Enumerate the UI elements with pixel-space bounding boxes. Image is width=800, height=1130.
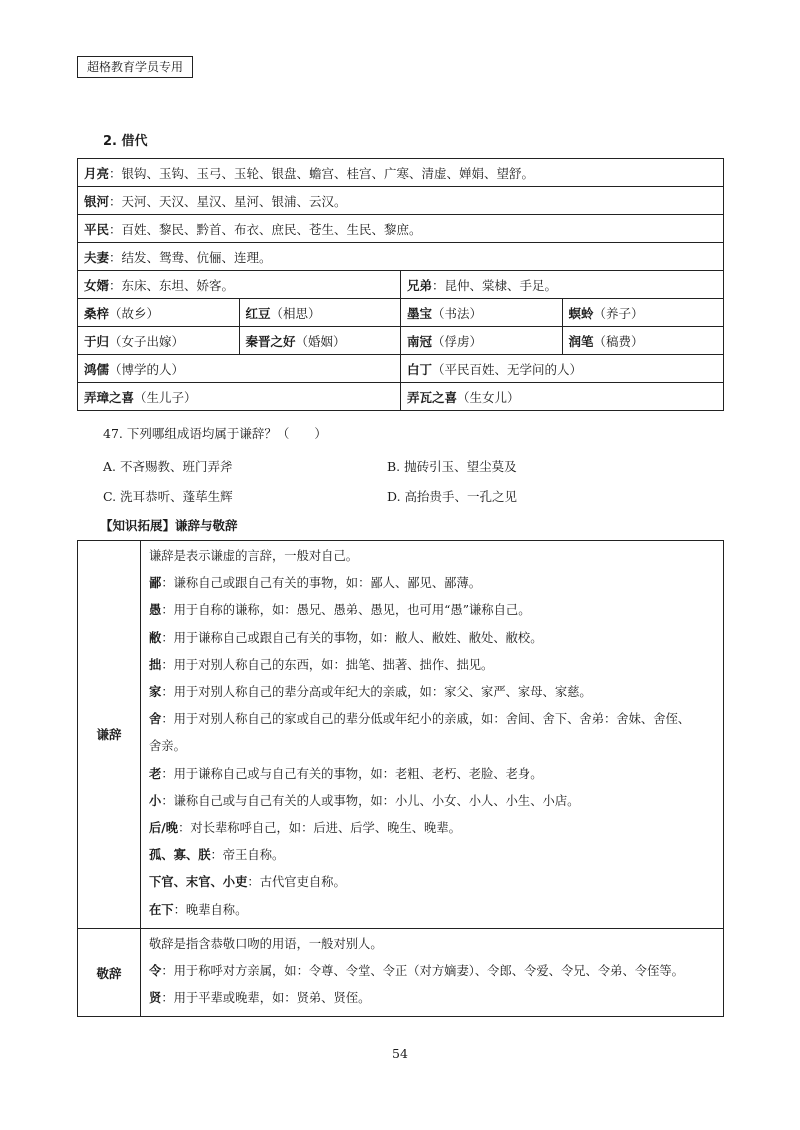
jiedai-table [77,158,724,411]
text-line: 令：用于称呼对方亲属，如：令尊、令堂、令正（对方嫡妻）、令郎、令爱、令兄、令弟、令侄等。 [149,964,684,979]
watermark-header-label: 超格教育学员专用 [77,56,193,78]
text-line: 贤：用于平辈或晚辈，如：贤弟、贤侄。 [149,991,371,1006]
table-row [78,271,724,299]
table-row [78,159,724,187]
table-cell: 弄璋之喜（生儿子） [78,383,401,411]
text-line: 舍亲。 [149,739,186,754]
table-cell: 墨宝（书法） [401,299,563,327]
table-cell: 夫妻：结发、鸳鸯、伉俪、连理。 [78,243,724,271]
text-line: 老：用于谦称自己或与自己有关的事物，如：老粗、老朽、老脸、老身。 [149,766,543,781]
page-number: 54 [392,1046,408,1061]
table-cell: 桑梓（故乡） [78,299,240,327]
text-line: 孤、寡、朕：帝王自称。 [149,848,285,863]
option-d: D. 高抬贵手、一孔之见 [387,489,518,504]
table-cell: 月亮：银钩、玉钩、玉弓、玉轮、银盘、蟾宫、桂宫、广寒、清虚、婵娟、望舒。 [78,159,724,187]
table-cell: 银河：天河、天汉、星汉、星河、银浦、云汉。 [78,187,724,215]
table-row [78,541,724,929]
table-cell: 兄弟：昆仲、棠棣、手足。 [401,271,724,299]
table-row [78,215,724,243]
table-cell: 秦晋之好（婚姻） [239,327,401,355]
option-c: C. 洗耳恭听、蓬荜生辉 [103,489,233,504]
text-line: 后/晚：对长辈称呼自己，如：后进、后学、晚生、晚辈。 [149,821,461,836]
qianci-content [141,541,724,929]
knowledge-title: 【知识拓展】谦辞与敬辞 [100,518,238,533]
table-row [78,299,724,327]
jingci-label: 敬辞 [78,928,141,1017]
table-cell: 平民：百姓、黎民、黔首、布衣、庶民、苍生、生民、黎庶。 [78,215,724,243]
table-row [78,187,724,215]
table-row [78,327,724,355]
jingci-content [141,928,724,1017]
text-line: 拙：用于对别人称自己的东西，如：拙笔、拙著、拙作、拙见。 [149,657,494,672]
table-row [78,355,724,383]
table-cell: 南冠（俘虏） [401,327,563,355]
text-line: 谦辞是表示谦虚的言辞，一般对自己。 [149,549,359,563]
text-line: 下官、末官、小吏：古代官吏自称。 [149,875,346,890]
text-line: 家：用于对别人称自己的辈分高或年纪大的亲戚，如：家父、家严、家母、家慈。 [149,685,592,700]
table-row [78,928,724,1017]
table-cell: 于归（女子出嫁） [78,327,240,355]
table-row [78,383,724,411]
table-cell: 润笔（稿费） [562,327,724,355]
option-b: B. 抛砖引玉、望尘莫及 [387,459,517,474]
text-line: 舍：用于对别人称自己的家或自己的辈分低或年纪小的亲戚，如：舍间、舍下、舍弟：舍妹、舍侄、 [149,712,691,727]
table-cell: 白丁（平民百姓、无学问的人） [401,355,724,383]
table-cell: 螟蛉（养子） [562,299,724,327]
text-line: 敬辞是指含恭敬口吻的用语，一般对别人。 [149,936,383,951]
text-line: 敝：用于谦称自己或跟自己有关的事物，如：敝人、敝姓、敝处、敝校。 [149,630,543,645]
text-line: 鄙：谦称自己或跟自己有关的事物，如：鄙人、鄙见、鄙薄。 [149,576,482,591]
qianci-jingci-table [77,540,724,1017]
option-a: A. 不吝赐教、班门弄斧 [103,459,233,474]
text-line: 在下：晚辈自称。 [149,902,248,917]
qianci-label: 谦辞 [78,541,141,929]
question-47-stem: 47. 下列哪组成语均属于谦辞？（ ） [103,426,327,441]
table-row [78,243,724,271]
table-cell: 弄瓦之喜（生女儿） [401,383,724,411]
table-cell: 鸿儒（博学的人） [78,355,401,383]
table-cell: 红豆（相思） [239,299,401,327]
text-line: 小：谦称自己或与自己有关的人或事物，如：小儿、小女、小人、小生、小店。 [149,793,580,808]
table-cell: 女婿：东床、东坦、娇客。 [78,271,401,299]
text-line: 愚：用于自称的谦称，如：愚兄、愚弟、愚见，也可用“愚”谦称自己。 [149,603,531,618]
section-title: 2. 借代 [103,134,148,149]
